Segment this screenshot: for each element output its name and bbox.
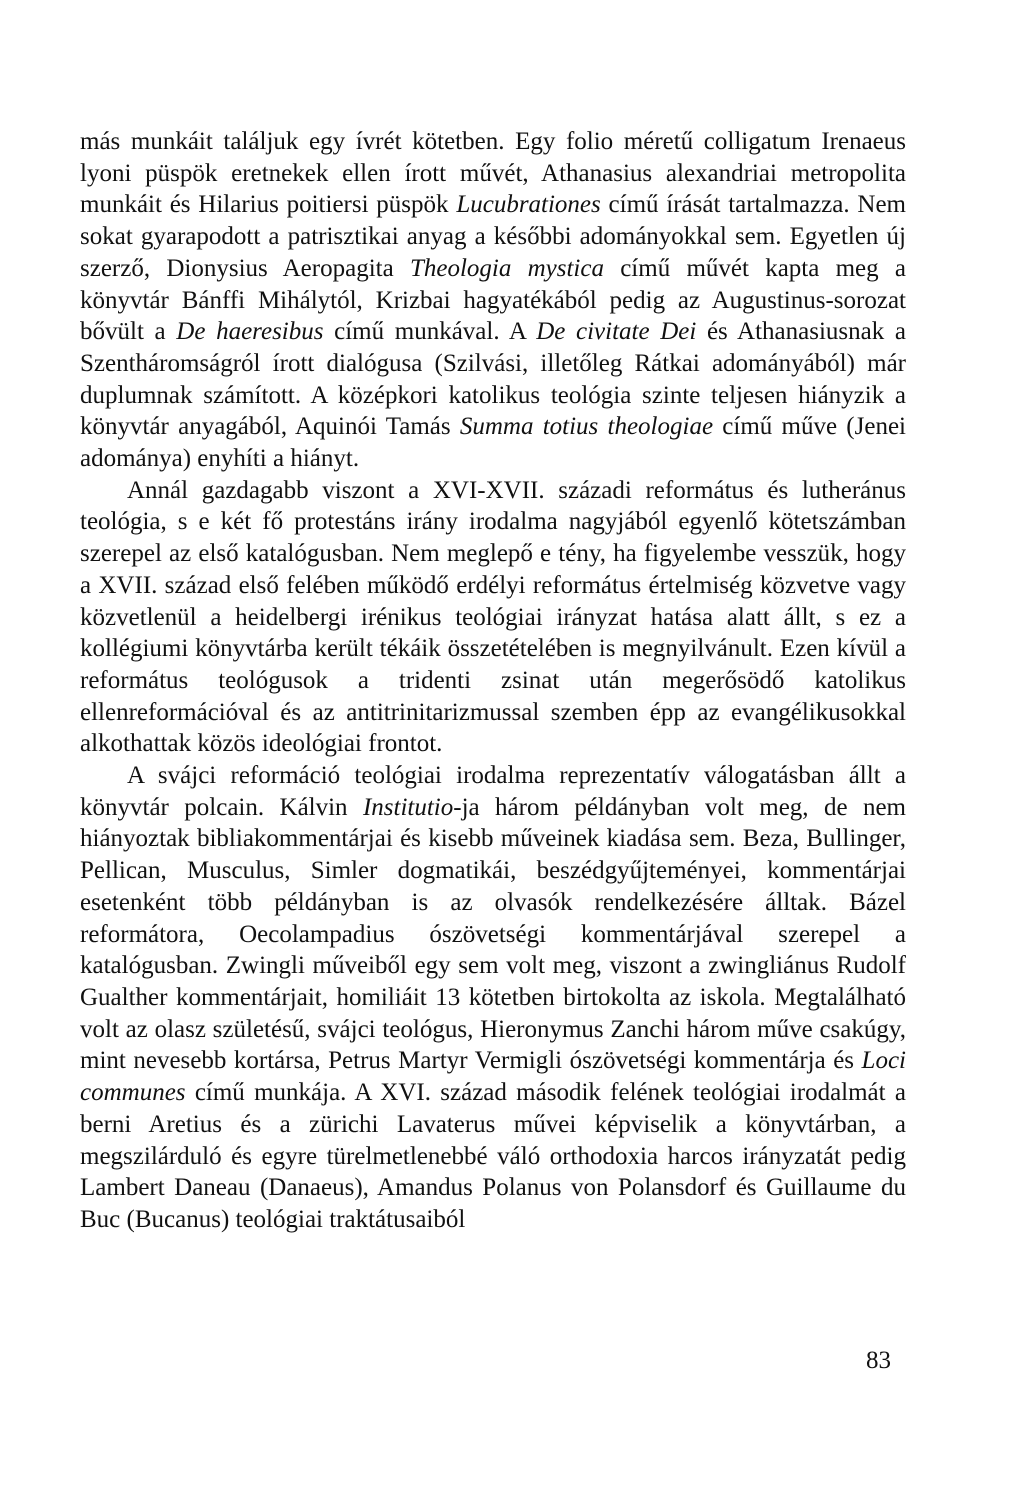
paragraph-patristic <box>80 126 906 475</box>
page-number: 83 <box>866 1347 891 1374</box>
italic-title: Institutio <box>362 793 454 821</box>
text-run: Annál gazdagabb viszont a XVI-XVII. századi református és lutheránus teológia, s e két fő protestáns irány irodalma nagyjából egyenlő kötetszámban szerepel az első katalógusban. Nem meglepő e tény, ha figyelembe vesszük, hogy a XVII. század első felében működő erdélyi református értelmiség közvetve vagy közvetlenül a heidelbergi irénikus teológiai irányzat hatása alatt állt, s ez a kollégiumi könyvtárba került tékáik összetételében is megnyilvánult. Ezen kívül a református teológusok a tridenti zsinat után megerősödő katolikus ellenreformációval és az antitrinitarizmussal szemben épp az evangélikusokkal alkothattak közös ideológiai frontot. <box>80 476 906 758</box>
text-run: című munkája. A XVI. század második felének teológiai irodalmát a berni Aretius és a zürichi Lavaterus művei képviselik a könyvtárban, a megszilárduló és egyre türelmetlenebbé váló orthodoxia harcos irányzatát pedig Lambert Daneau (Danaeus), Amandus Polanus von Polansdorf és Guillaume du Buc (Bucanus) teológiai traktátusaiból <box>80 1079 906 1233</box>
paragraph-swiss-reformation <box>80 760 906 1236</box>
italic-title: De haeresibus <box>176 318 324 346</box>
italic-title: Lucubrationes <box>456 191 601 219</box>
italic-title: Loci communes <box>80 1047 906 1107</box>
text-run: -ja három példányban volt meg, de nem hiányoztak bibliakommentárjai és kisebb műveinek kiadása sem. Beza, Bullinger, Pellican, Musculus, Simler dogmatikái, beszédgyűjteményei, kommentárjai esetenként több példányban is az olvasók rendelkezésére álltak. Bázel reformátora, Oecolampadius ószövetségi kommentárjával szerepel a katalógusban. Zwingli műveiből egy sem volt meg, viszont a zwingliánus Rudolf Gualther kommentárjait, homiliáit 13 kötetben birtokolta az iskola. Megtalálható volt az olasz születésű, svájci teológus, Hieronymus Zanchi három műve csakúgy, mint nevesebb kortársa, Petrus Martyr Vermigli ószövetségi kommentárja és <box>80 793 906 1075</box>
text-run: című művét kapta meg a könyvtár Bánffi Mihálytól, Krizbai hagyatékából pedig az Augustinus-sorozat bővült a <box>80 254 906 346</box>
text-run: A svájci reformáció teológiai irodalma reprezentatív válogatásban állt a könyvtár polcain. Kálvin <box>80 762 906 821</box>
italic-title: De civitate Dei <box>536 318 697 346</box>
text-run: című műve (Jenei adománya) enyhíti a hiányt. <box>80 413 906 473</box>
text-run: című írását tartalmazza. Nem sokat gyarapodott a patrisztikai anyag a későbbi adományokkal sem. Egyetlen új szerző, Dionysius Aeropagita <box>80 191 906 282</box>
text-run: más munkáit találjuk egy ívrét kötetben. Egy folio méretű colligatum Irenaeus lyoni püspök eretnekek ellen írott művét, Athanasius alexandriai metropolita munkáit és Hilarius poitiersi püspök <box>80 128 906 219</box>
italic-title: Summa totius theologiae <box>459 413 714 441</box>
text-run: című munkával. A <box>323 318 537 346</box>
paragraph-protestant-theology <box>80 475 906 760</box>
italic-title: Theologia mystica <box>409 254 604 282</box>
text-run: és Athanasiusnak a Szentháromságról írott dialógusa (Szilvási, illetőleg Rátkai adományából) már duplumnak számított. A középkori katolikus teológia szinte teljesen hiányzik a könyvtár anyagából, Aquinói Tamás <box>80 318 906 441</box>
page-body <box>80 126 906 1236</box>
